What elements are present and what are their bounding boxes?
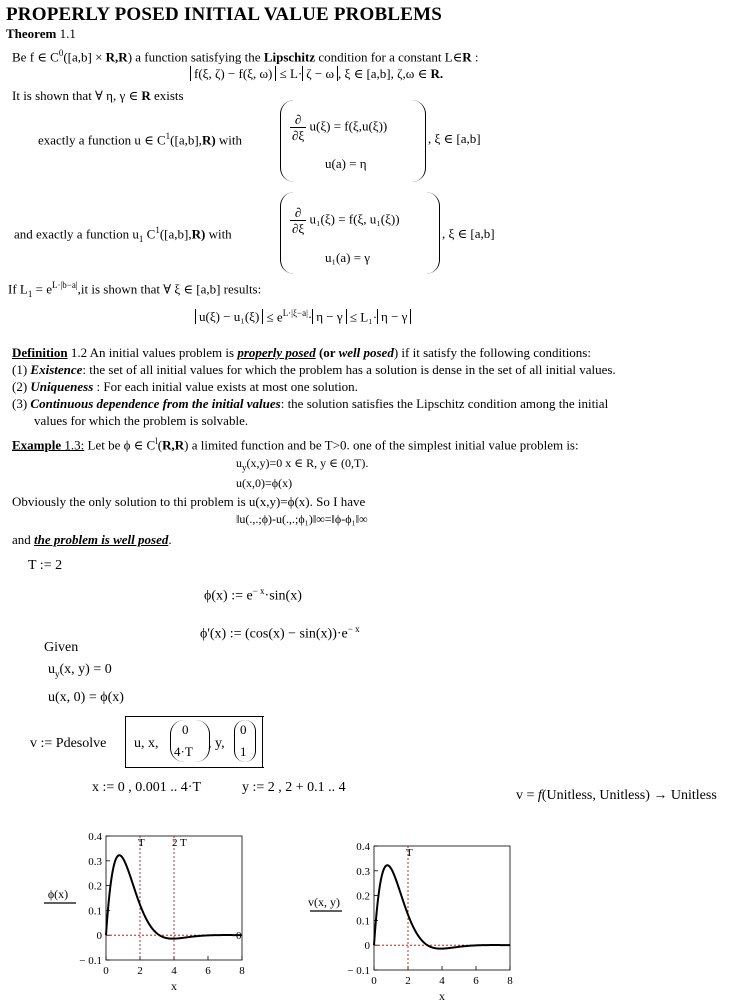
lip-abs2: ζ − ω [302,66,338,81]
dphi-sup: − x [347,624,360,634]
zero-marker-label: 0 [236,930,242,943]
ode1-eq [290,112,387,143]
def-c: (or [315,345,339,360]
y-axis-label: ϕ(x) [47,887,69,901]
ex1-a: exactly a function u ∈ C [38,132,166,148]
x-tick-label: 0 [371,975,377,987]
if-line [8,280,261,299]
pde-a: u [48,662,55,677]
y-axis-label: v(x, y) [308,895,340,909]
ee1b: (x,y)=0 x ∈ R, y ∈ (0,T). [246,456,369,470]
y-tick-label: 0.2 [88,880,102,893]
def-item3 [12,396,608,412]
est-sup: L·|ξ−a| [282,308,308,318]
d1t: Existence [30,362,83,377]
estimate [195,308,411,325]
if-b: = e [32,281,52,297]
y-tick-label: 0.3 [356,865,370,878]
ee1s: y [242,462,247,473]
est-dot: · [307,309,313,325]
est-abs2: η − γ [312,309,346,324]
d3n: (3) [12,396,31,411]
example-conclusion [12,532,172,548]
def-label: Definition [12,345,68,360]
v-result [516,788,717,804]
y-tick-label: − 0.1 [79,955,102,967]
def-a: 1.2 An initial values problem is [67,345,238,360]
ex2-sup: 1 [155,225,160,235]
x-tick-label: 6 [205,965,211,977]
y-tick-label: 0 [96,930,102,943]
ode2-dxi: ∂ξ [292,221,305,236]
ex2-b: C [143,226,156,242]
d2r: : For each initial value exists at most one solution. [93,379,358,394]
ex-sup: l [155,436,158,446]
pde-b: (x, y) = 0 [59,662,112,677]
t-l1sup: 0 [58,48,64,58]
lip-rhs: ≤ L· [279,66,303,81]
def-item1 [12,362,616,378]
x-tick-label: 2 [405,975,411,987]
def-d: well posed [338,345,394,360]
ode1-dxi: ∂ξ [292,128,305,143]
def-b: properly posed [237,345,316,360]
def-item2 [12,379,358,395]
ode1-ic: u(a) = η [325,156,367,171]
phi-definition [204,586,302,605]
T-definition: T := 2 [28,558,63,573]
dphi-a: ϕ'(x) := (cos(x) − sin(x))·e [200,626,348,642]
example-eq1 [236,456,368,472]
ode2-lhs: u₁(ξ) = f(ξ, u₁(ξ)) [309,211,400,227]
x-tick-label: 0 [103,965,109,977]
x-tick-label: 8 [507,975,513,987]
theorem-number: 1.1 [56,26,76,41]
pde-sub: y [55,668,60,679]
if-a: If L [8,281,28,297]
ex2-sub: 1 [138,233,144,244]
y-tick-label: 0 [364,940,370,953]
ex-and: and [12,532,35,547]
ex1-c: with [215,132,243,148]
d2t: Uniqueness [30,379,94,394]
pde-equation [48,662,112,679]
d1r: : the set of all initial values for which the problem has a solution is dense in the set of all initial values. [82,362,616,377]
ode1-lhs: u(ξ) = f(ξ,u(ξ)) [309,118,388,134]
phi-plot [0,826,260,996]
ex-well: the problem is well posed [34,532,169,547]
x-tick-label: 4 [171,965,177,977]
ex2-a: and exactly a function u [14,226,139,242]
est-abs1: u(ξ) − u₁(ξ) [195,309,263,324]
ode1-deriv [290,112,306,143]
ic-equation: u(x, 0) = ϕ(x) [48,690,124,705]
ex1-sup: 1 [165,131,171,141]
exactly1-line [38,131,242,148]
vr-a: v = [516,788,538,803]
y-tick-label: 0.3 [88,855,102,868]
example-norm: ‖u(.,.;ϕ)-u(.,.;ϕ₁)‖∞=‖ϕ-ϕ₁‖∞ [236,512,368,526]
x-tick-label: 4 [439,975,445,987]
phi-a: ϕ(x) := e [204,588,253,604]
ex-R: R,R [162,437,185,453]
y-tick-label: 0.1 [356,915,370,928]
ex1-R: R) [201,132,216,148]
y-tick-label: 0.4 [356,841,370,853]
t-l1h: : [471,49,479,65]
x-axis-label: x [439,989,445,1003]
definition-line [12,345,591,361]
pdesolve-args-a: u, x, [134,736,159,751]
shown-b: exists [150,88,184,103]
if-c: ,it is shown that ∀ ξ ∈ [a,b] results: [77,281,262,297]
page-title: PROPERLY POSED INITIAL VALUE PROBLEMS [6,4,443,25]
if-sup: L·|b−a| [51,280,78,290]
t-l1c: R,R [105,49,128,65]
x-axis-label: x [171,979,177,993]
y-range: y := 2 , 2 + 0.1 .. 4 [242,780,346,795]
vec2-bot: 1 [240,744,247,759]
t-l1b: ([a,b] × [63,49,106,65]
vec1-bot: 4·T [174,744,193,759]
shown-line [12,88,184,104]
lip-tail: , ξ ∈ [a,b], ζ,ω ∈ [338,66,431,81]
plot-frame [374,846,510,970]
ex2-c: ([a,b], [159,226,192,242]
example-eq2: u(x,0)=ϕ(x) [236,476,293,490]
ex-c: ( [157,437,163,453]
given-label: Given [44,640,79,655]
est-mid2: ≤ L₁· [349,309,378,325]
ode1-partial: ∂ [290,112,306,128]
lip-R: R. [430,66,444,81]
t-l1g: R [462,49,472,65]
marker-label: T [406,847,413,859]
shown-R: R [141,88,151,103]
marker-label: T [138,837,145,849]
t-l1a: Be f ∈ C [12,49,59,65]
ex-b: Let be ϕ ∈ C [84,437,156,453]
example-obvious: Obviously the only solution to thi problem is u(x,y)=ϕ(x). So I have [12,494,366,509]
vr-b: (Unitless, Unitless) → Unitless [541,788,717,803]
x-tick-label: 6 [473,975,479,987]
v-plot [300,834,560,1004]
y-tick-label: 0.4 [88,831,102,843]
ode2-ic: u₁(a) = γ [325,250,371,265]
ex-a: 1.3: [61,437,85,453]
t-l1e: Lipschitz [263,49,316,65]
d3r: : the solution satisfies the Lipschitz condition among the initial [280,396,609,411]
shown-a: It is shown that ∀ η, γ ∈ [12,88,142,103]
x-tick-label: 8 [239,965,245,977]
t-l1d: ) a function satisfying the [127,49,264,65]
def-item3-cont: values for which the problem is solvable. [34,413,249,428]
vr-f: f [537,788,542,803]
theorem-word: Theorem [6,26,57,41]
ode2-eq [290,205,400,236]
est-mid: ≤ e [266,309,283,325]
vec2-top: 0 [240,722,247,737]
phi-sup: − x [252,586,265,596]
ex-d: ) a limited function and be T>0. one of the simplest initial value problem is: [184,437,579,453]
x-range: x := 0 , 0.001 .. 4·T [92,780,201,795]
ex2-R: R) [191,226,206,242]
series-line [374,865,510,948]
y-tick-label: − 0.1 [347,965,370,977]
theorem-label [6,26,76,42]
pdesolve-bracket-right [258,716,263,768]
y-tick-label: 0.2 [356,890,370,903]
y-tick-label: 0.1 [88,905,102,918]
ode2-tail: , ξ ∈ [a,b] [442,226,495,241]
def-e: ) if it satisfy the following conditions: [393,345,591,360]
ex1-b: ([a,b], [170,132,202,148]
if-sub: 1 [27,288,33,299]
marker-label: 2 T [172,837,187,849]
ex-dot: . [168,532,172,547]
ex-label: Example [12,437,62,453]
lip-abs1: f(ξ, ζ) − f(ξ, ω) [190,66,276,81]
est-abs3: η − γ [377,309,411,324]
exactly2-line [14,225,232,244]
example-line [12,436,579,453]
d1n: (1) [12,362,31,377]
d2n: (2) [12,379,31,394]
pdesolve-args-b: , y, [208,736,225,751]
ee1: u [236,456,242,470]
ode2-deriv [290,205,306,236]
ode2-partial: ∂ [290,205,306,221]
x-tick-label: 2 [137,965,143,977]
lipschitz-condition [190,66,443,82]
theorem-line1 [12,48,479,65]
dphi-definition [200,624,360,643]
d3t: Continuous dependence from the initial values [30,396,281,411]
t-l1f: condition for a constant L∈ [315,49,463,65]
ode1-tail: , ξ ∈ [a,b] [428,131,481,146]
vec1-top: 0 [182,722,189,737]
pdesolve-label: v := Pdesolve [30,736,107,751]
phi-b: ·sin(x) [264,588,302,604]
ex2-d: with [205,226,232,242]
